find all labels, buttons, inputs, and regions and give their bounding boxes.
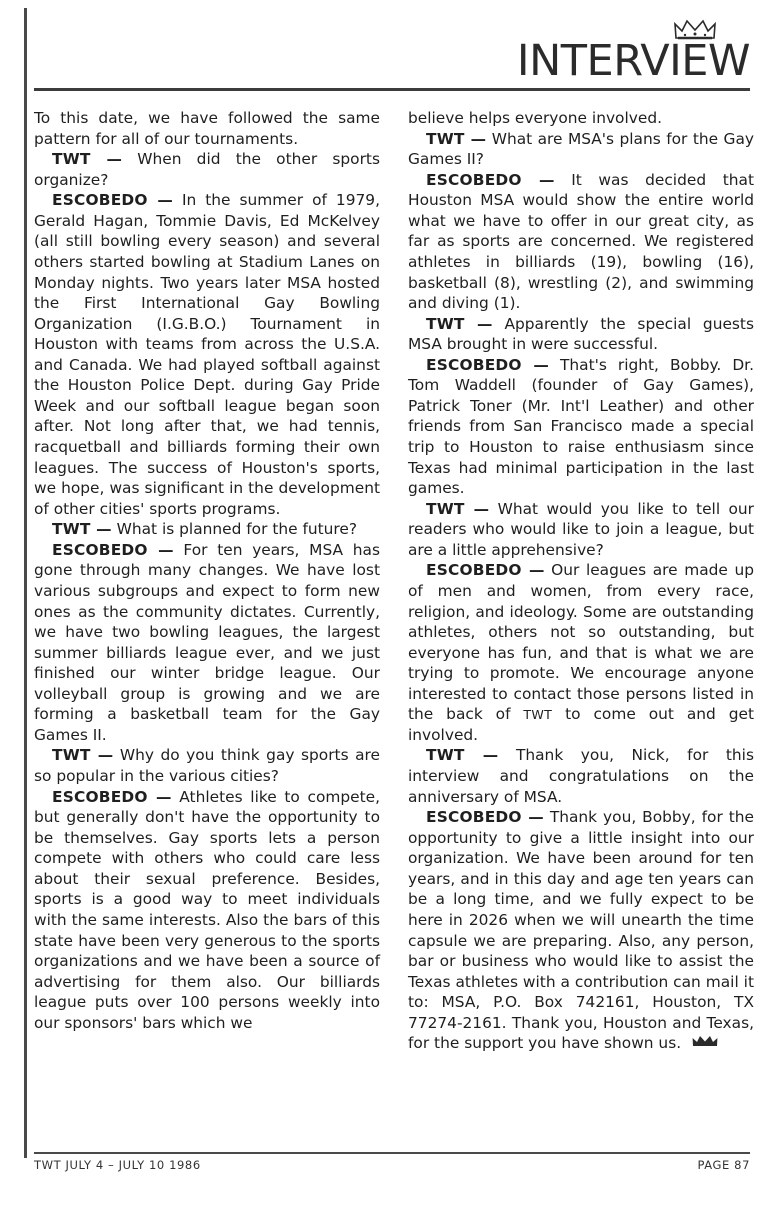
paragraph-text: What is planned for the future? <box>111 520 358 539</box>
paragraph-text: What are MSA's plans for the Gay Games II? <box>408 129 754 169</box>
article-paragraph <box>34 540 380 746</box>
speaker-label: TWT — <box>52 150 123 169</box>
article-paragraph <box>34 149 380 190</box>
speaker-label: ESCOBEDO — <box>426 561 545 580</box>
footer-issue-date: TWT JULY 4 – JULY 10 1986 <box>34 1158 201 1172</box>
article-paragraph <box>408 355 754 499</box>
paragraph-text: Athletes like to compete, but generally don't have the opportunity to be themselves. Gay sports lets a person compete with others who could care less about their sexual preference. Besides, sports is a good way to meet individuals with the same interests. Also the bars of this state have been very generous to the sports organizations and we have been a source of advertising for them also. Our billiards league puts over 100 persons weekly into our sponsors' bars which we <box>34 787 380 1032</box>
speaker-label: TWT — <box>426 499 490 518</box>
article-paragraph <box>34 787 380 1034</box>
article-paragraph <box>34 745 380 786</box>
article-paragraph <box>34 190 380 519</box>
speaker-label: ESCOBEDO — <box>426 355 549 374</box>
speaker-label: ESCOBEDO — <box>52 191 173 210</box>
article-paragraph <box>408 560 754 745</box>
article-paragraph <box>34 108 380 149</box>
article-paragraph <box>408 745 754 807</box>
paragraph-text: To this date, we have followed the same pattern for all of our tournaments. <box>34 109 380 148</box>
paragraph-text: Thank you, Nick, for this interview and congratulations on the anniversary of MSA. <box>408 746 754 806</box>
article-paragraph <box>34 519 380 540</box>
article-paragraph <box>408 129 754 170</box>
paragraph-text: It was decided that Houston MSA would show the entire world what we have to offer in our great city, as far as sports are concerned. We registered athletes in billiards (19), bowling (16), basketball (8), wrestling (2), and swimming and diving (1). <box>408 170 754 313</box>
article-body <box>34 108 754 1136</box>
article-paragraph <box>408 807 754 1054</box>
paragraph-text: Thank you, Bobby, for the opportunity to give a little insight into our organization. We have been around for ten years, and in this day and age ten years can be a long time, and we fully expect to be here in 2026 when we will unearth the time capsule we are preparing. Also, any person, bar or business who would like to assist the Texas athletes with a contribution can mail it to: MSA, P.O. Box 742161, Houston, TX 77274-2161. Thank you, Houston and Texas, for the support you have shown us. <box>408 808 754 1053</box>
speaker-label: TWT — <box>52 746 114 765</box>
speaker-label: ESCOBEDO — <box>52 787 172 806</box>
article-column-left <box>34 108 380 1136</box>
article-column-right <box>408 108 754 1136</box>
footer-page-number: PAGE 87 <box>697 1158 750 1172</box>
paragraph-text: Apparently the special guests MSA brought in were successful. <box>408 314 754 354</box>
speaker-label: TWT — <box>426 746 499 765</box>
page-header <box>34 18 750 92</box>
speaker-label: TWT — <box>52 520 112 539</box>
paragraph-text: Our leagues are made up of men and women, from every race, religion, and ideology. Some are outstanding athletes, others not so outstanding, but everyone has fun, and that is what we are trying to promote. We encourage anyone interested to contact those persons listed in the back of TWT to come out and get involved. <box>408 561 754 744</box>
paragraph-text: When did the other sports organize? <box>34 150 380 189</box>
left-margin-rule <box>24 8 27 1158</box>
paragraph-text: That's right, Bobby. Dr. Tom Waddell (founder of Gay Games), Patrick Toner (Mr. Int'l Leather) and other friends from San Francisco made a special trip to Houston to raise enthusiasm since Texas had minimal participation in the last games. <box>408 355 754 498</box>
paragraph-text: What would you like to tell our readers who would like to join a league, but are a little apprehensive? <box>408 499 755 559</box>
article-paragraph <box>408 314 754 355</box>
footer-divider <box>34 1152 750 1154</box>
article-paragraph <box>408 170 754 314</box>
paragraph-text: In the summer of 1979, Gerald Hagan, Tommie Davis, Ed McKelvey (all still bowling every season) and several others started bowling at Stadium Lanes on Monday nights. Two years later MSA hosted the First International Gay Bowling Organization (I.G.B.O.) Tournament in Houston with teams from across the U.S.A. and Canada. We had played softball against the Houston Police Dept. during Gay Pride Week and our softball league began soon after. Not long after that, we had tennis, racquetball and billiards forming their own leagues. The success of Houston's sports, we hope, was significant in the development of other cities' sports programs. <box>34 191 380 518</box>
speaker-label: ESCOBEDO — <box>52 540 174 559</box>
publication-abbrev: TWT <box>523 707 553 723</box>
speaker-label: TWT — <box>426 314 493 333</box>
crown-icon <box>692 1035 718 1048</box>
paragraph-text: believe helps everyone involved. <box>408 109 662 127</box>
page-title: INTERVIEW <box>516 36 750 86</box>
header-divider <box>34 88 750 91</box>
speaker-label: ESCOBEDO — <box>426 170 555 189</box>
page-footer <box>34 1158 750 1172</box>
paragraph-text: For ten years, MSA has gone through many changes. We have lost various subgroups and expect to form new ones as the community dictates. Currently, we have two bowling leagues, the largest summer billiards league ever, and we just finished our winter bridge league. Our volleyball group is growing and we are forming a basketball team for the Gay Games II. <box>34 540 380 744</box>
article-paragraph <box>408 499 754 561</box>
speaker-label: ESCOBEDO — <box>426 808 544 827</box>
speaker-label: TWT — <box>426 129 487 148</box>
article-paragraph <box>408 108 754 129</box>
paragraph-text: Why do you think gay sports are so popular in the various cities? <box>34 746 380 785</box>
